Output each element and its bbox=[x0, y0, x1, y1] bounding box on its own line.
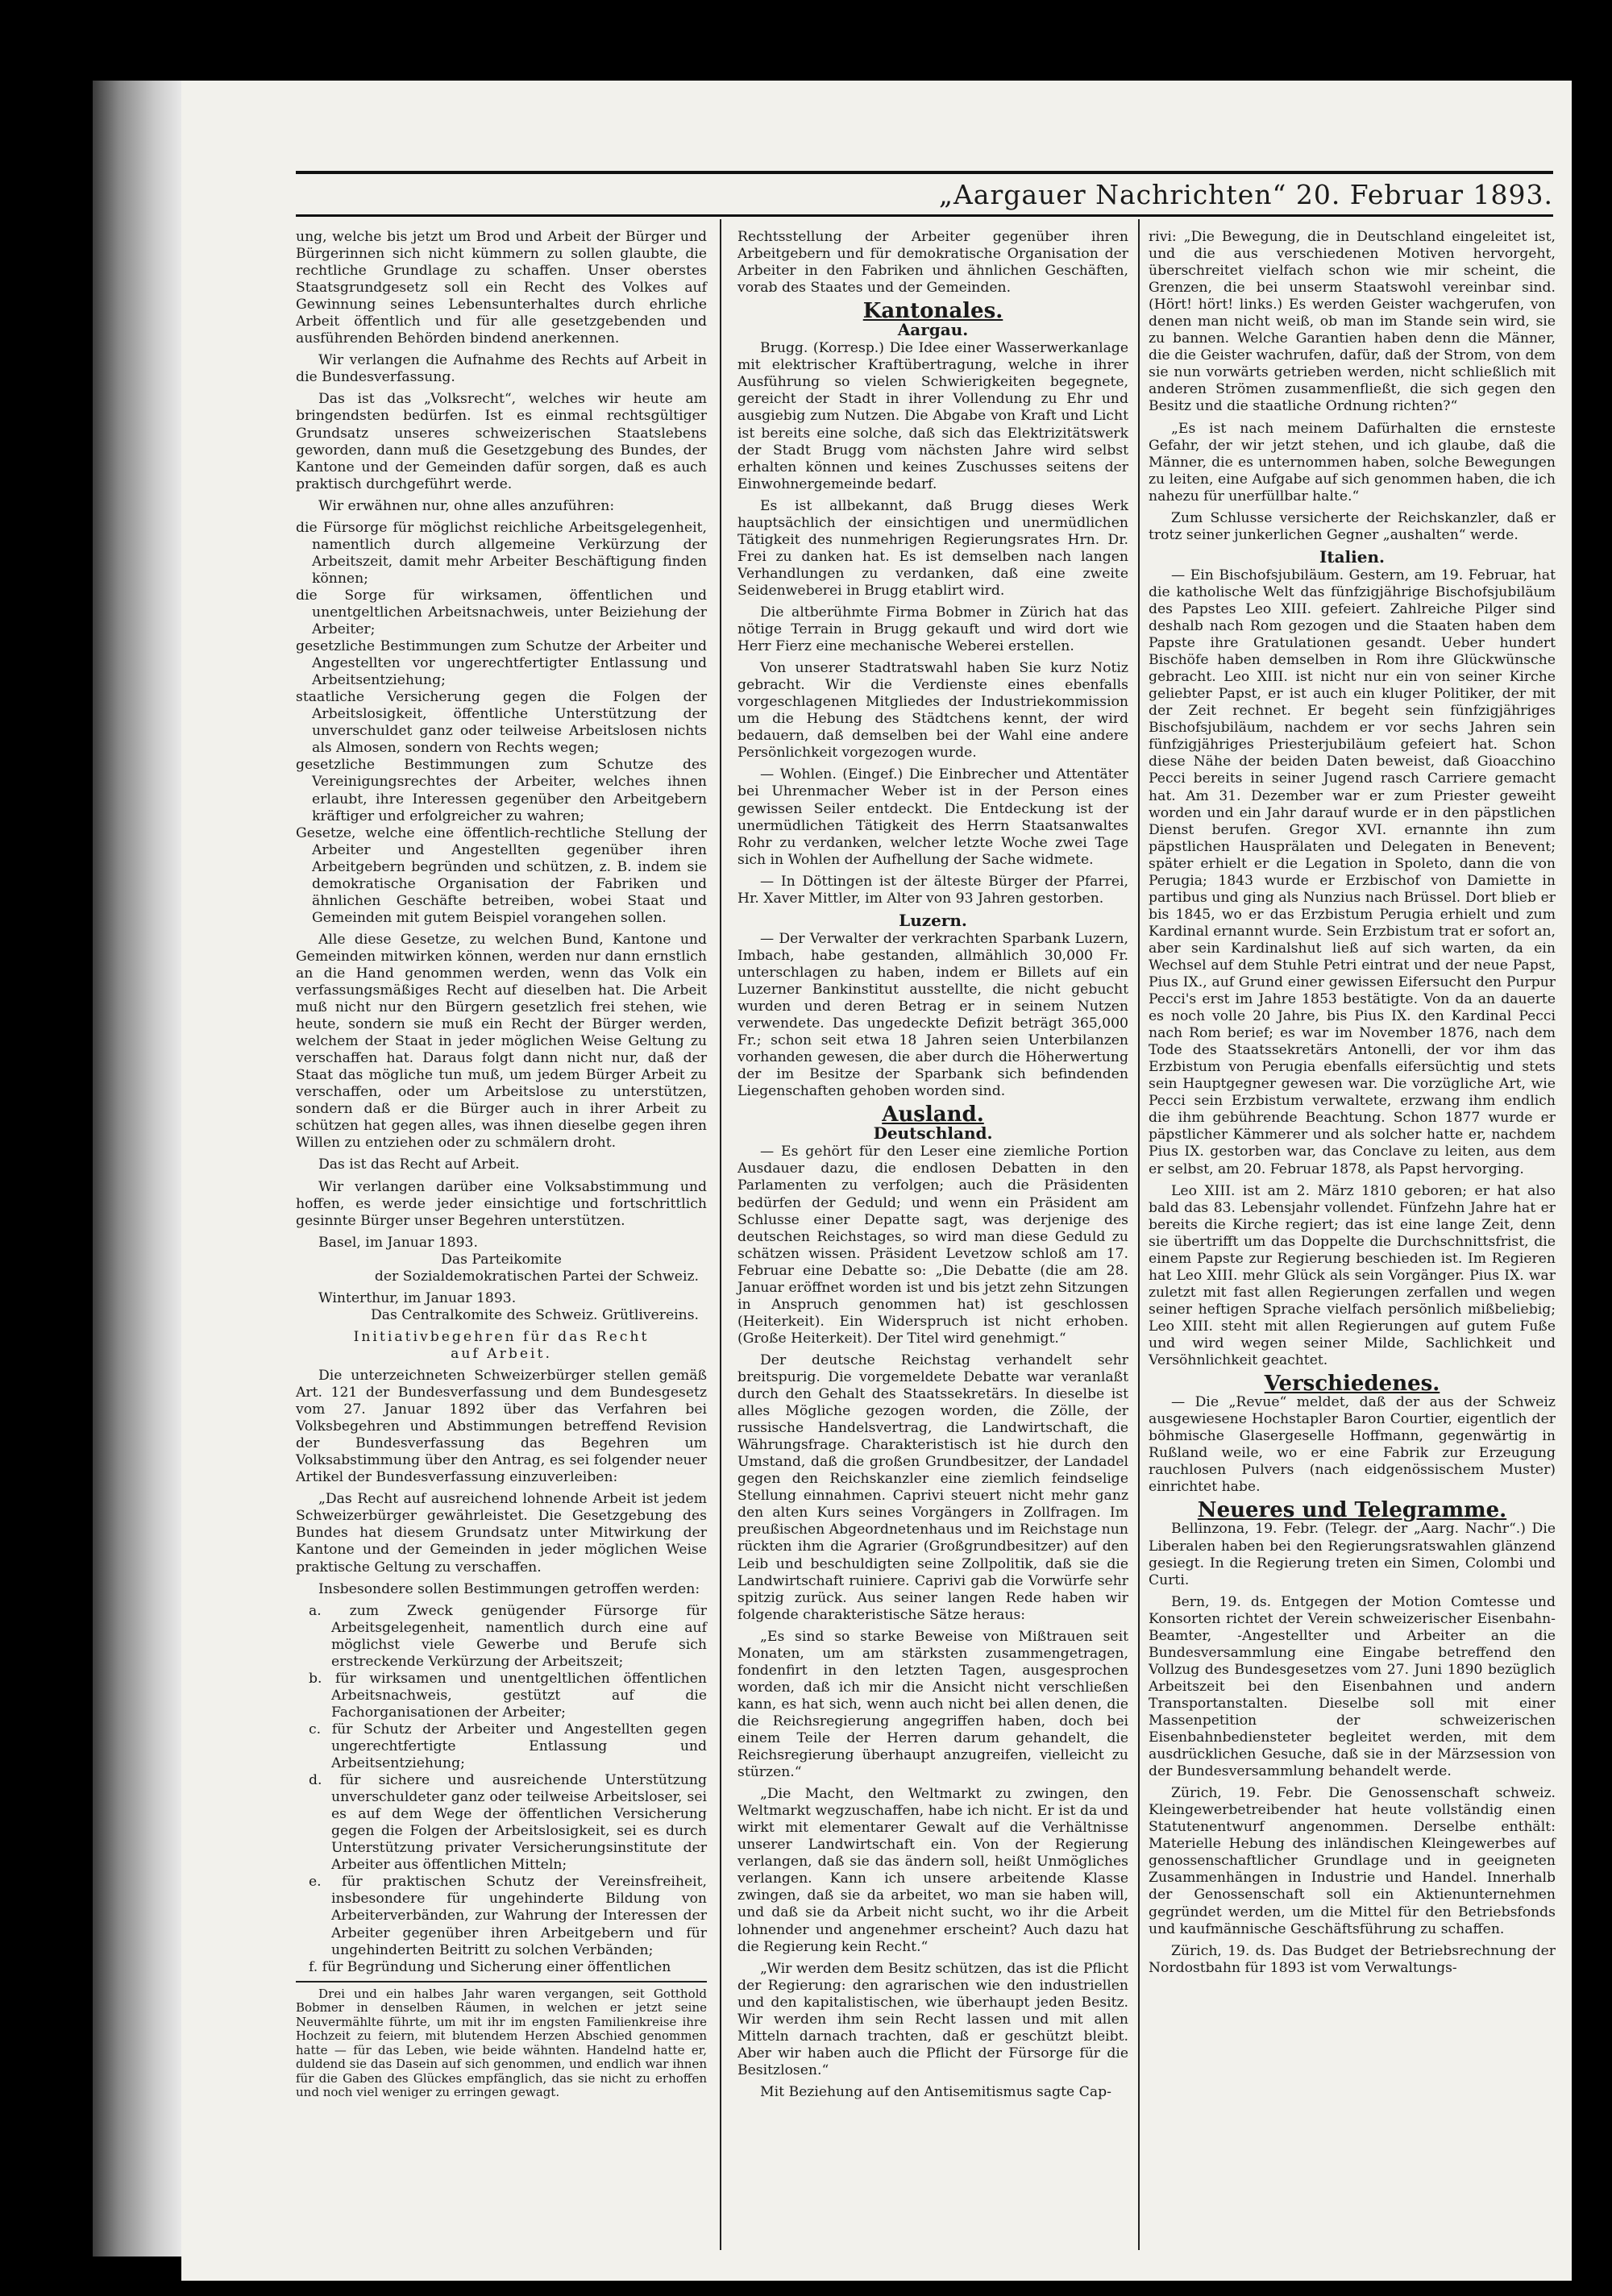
paragraph: Wir erwähnen nur, ohne alles anzuführen: bbox=[318, 497, 615, 514]
column-1 bbox=[296, 229, 707, 2100]
paragraph: — In Döttingen ist der älteste Bürger der Pfarrei, Hr. Xaver Mittler, im Alter von 93 Jahren gestorben. bbox=[737, 873, 1128, 907]
section-title: auf Arbeit. bbox=[451, 1345, 552, 1362]
paragraph: — Wohlen. (Eingef.) Die Einbrecher und Attentäter bei Uhrenmacher Weber ist in der Person eines gewissen Seiler entdeckt. Die Entdeckung ist der unermüdlichen Tätigkeit des Herrn Staatsanwaltes Rohr zu verdanken, welcher letzte Woche zwei Tage sich in Wohlen der Aufhellung der Sache widmete. bbox=[737, 766, 1128, 868]
paragraph: Bern, 19. ds. Entgegen der Motion Comtesse und Konsorten richtet der Verein schweizerischer Eisenbahn-Beamter, -Angestellter und Arbeiter an die Bundesversammlung eine Eingabe betreffend den Vollzug des Bundesgesetzes vom 27. Juni 1890 bezüglich Arbeitszeit bei den Eisenbahnen und andern Transportanstalten. Dieselbe soll mit einer Massenpetition der schweizerischen Eisenbahnbediensteter begleitet werden, mit dem ausdrücklichen Gesuche, daß sie in der Märzsession von der Bundesversammlung behandelt werde. bbox=[1149, 1593, 1556, 1780]
feuilleton-footer: Drei und ein halbes Jahr waren vergangen, seit Gotthold Bobmer in denselben Räumen, in welchen er jetzt seine Neuvermählte führte, um mit ihr im engsten Familienkreise ihre Hochzeit zu feiern, mit blutendem Herzen Abschied genommen hatte — für das Leben, wie beide wähnten. Handelnd hatte er, duldend sie das Dasein auf sich genommen, und endlich war ihnen für die Gaben des Glückes empfänglich, das sie nicht zu erhoffen und noch viel weniger zu erringen gewagt. bbox=[296, 1981, 707, 2100]
column-3 bbox=[1149, 229, 1556, 1982]
paragraph: „Die Macht, den Weltmarkt zu zwingen, den Weltmarkt wegzuschaffen, habe ich nicht. Er ist da und wirkt mit elementarer Gewalt auf die Verhältnisse unserer Landwirtschaft ein. Von der Regierung verlangen, daß sie das ändern soll, heißt Unmögliches verlangen. Kann ich unsere arbeitende Klasse zwingen, daß sie da arbeitet, wo man sie haben will, und daß sie da Arbeit nicht sucht, wo ihr die Arbeit lohnender und angenehmer erscheint? Auch dazu hat die Regierung kein Recht.“ bbox=[737, 1786, 1128, 1955]
book-spine-edge bbox=[93, 81, 181, 2257]
subsection-heading: Aargau. bbox=[897, 320, 969, 340]
paragraph: Die unterzeichneten Schweizerbürger stellen gemäß Art. 121 der Bundesverfassung und dem Bundesgesetz vom 27. Januar 1892 über das Verfahren bei Volksbegehren und Abstimmungen betreffend Revision der Bundesverfassung das Begehren um Volksabstimmung über den Antrag, es sei folgender neuer Artikel der Bundesverfassung einzuverleiben: bbox=[296, 1368, 707, 1486]
paragraph: — Ein Bischofsjubiläum. Gestern, am 19. Februar, hat die katholische Welt das fünfzigjährige Bischofsjubiläum des Papstes Leo XIII. gefeiert. Zahlreiche Pilger sind deshalb nach Rom gezogen und die Staaten haben dem Papste ihre Gratulationen gesandt. Ueber hundert Bischöfe haben demselben in Rom ihre Glückwünsche gebracht. Leo XIII. ist nicht nur ein von seiner Kirche geliebter Papst, er ist auch ein kluger Politiker, der mit der Zeit rechnet. Er begeht sein fünfzigjähriges Bischofsjubiläum, nachdem er vor sechs Jahren sein fünfzigjähriges Priesterjubiläum gefeiert hat. Schon diese Nähe der beiden Daten beweist, daß Gioacchino Pecci bereits in seiner Jugend rasch Carriere gemacht hat. Am 31. Dezember war er zum Priester geweiht worden und ein Jahr darauf wurde er in den päpstlichen Dienst berufen. Gregor XVI. ernannte ihn zum päpstlichen Hausprälaten und Delegaten in Benevent; später erhielt er die Legation in Spoleto, dann die von Perugia; 1843 wurde er Erzbischof von Damiette in partibus und ging als Nunzius nach Brüssel. Dort blieb er bis 1845, wo er das Erzbistum Perugia erhielt und zum Kardinal ernannt wurde. Sein Erzbistum trat er sofort an, aber sein Kardinalshut ließ auf sich warten, da ein Wechsel auf dem Stuhle Petri eintrat und der neue Papst, Pius IX., auf Grund einer gewissen Eifersucht den Purpur Pecci's erst im Jahre 1853 bestätigte. Von da an dauerte es noch volle 20 Jahre, bis Pius IX. den Kardinal Pecci nach Rom berief; es war im November 1876, nach dem Tode des Staatssekretärs Antonelli, der vor ihm das Erzbistum von Perugia ebenfalls eifersüchtig und stets sein Hauptgegner gewesen war. Die vorzügliche Art, wie Pecci sein Erzbistum verwaltete, erzwang ihm endlich die ihm gebührende Beachtung. Schon 1877 wurde er päpstlicher Kämmerer und als solcher hatte er, nachdem Pius IX. gestorben war, das Conclave zu leiten, aus dem er selbst, am 20. Februar 1878, als Papst hervorging. bbox=[1149, 567, 1556, 1177]
list-item: staatliche Versicherung gegen die Folgen der Arbeitslosigkeit, öffentliche Unterstützung der unverschuldet ganz oder teilweise Arbeitslosen nichts als Almosen, sondern von Rechts wegen; bbox=[296, 689, 707, 757]
column-divider bbox=[720, 219, 721, 2250]
paragraph: Brugg. (Korresp.) Die Idee einer Wasserwerkanlage mit elektrischer Kraftübertragung, welche in ihrer Ausführung so vielen Schwierigkeiten begegnete, gereicht der Stadt in ihrer Vollendung zu Ehr und ausgiebig zum Nutzen. Die Abgabe von Kraft und Licht ist bereits eine solche, daß sich das Elektrizitätswerk der Stadt Brugg vom nächsten Jahre wird selbst erhalten können und keines Zuschusses seitens der Einwohnergemeinde bedarf. bbox=[737, 340, 1128, 492]
paragraph: Zürich, 19. Febr. Die Genossenschaft schweiz. Kleingewerbetreibender hat heute vollständig einen Statutenentwurf angenommen. Derselbe enthält: Materielle Hebung des inländischen Kleingewerbes auf genossenschaftlicher Grundlage und in geeigneten Zusammenhängen in Industrie und Handel. Innerhalb der Genossenschaft soll ein Aktienunternehmen gegründet werden, um die Mittel für den Betriebsfonds und kaufmännische Geschäftsführung zu schaffen. bbox=[1149, 1785, 1556, 1937]
list-item: c. für Schutz der Arbeiter und Angestellten gegen ungerechtfertigte Entlassung und Arbeitsentziehung; bbox=[309, 1721, 707, 1772]
subsection-heading: Luzern. bbox=[899, 910, 967, 930]
paragraph: Insbesondere sollen Bestimmungen getroffen werden: bbox=[318, 1580, 700, 1597]
section-heading: Neueres und Telegramme. bbox=[1197, 1498, 1507, 1523]
paragraph: Es ist allbekannt, daß Brugg dieses Werk hauptsächlich der einsichtigen und unermüdlichen Tätigkeit des nunmehrigen Regierungsrates Hrn. Dr. Frei zu danken hat. Es ist demselben nach langen Verhandlungen zu verdanken, daß eine zweite Seidenweberei in Brugg etablirt wird. bbox=[737, 497, 1128, 599]
paragraph: Zum Schlusse versicherte der Reichskanzler, daß er trotz seiner junkerlichen Gegner „aushalten“ werde. bbox=[1149, 509, 1556, 543]
paragraph: Leo XIII. ist am 2. März 1810 geboren; er hat also bald das 83. Lebensjahr vollendet. Fünfzehn Jahre hat er bereits die Kirche regiert; das ist eine lange Zeit, denn sie übertrifft um das Doppelte die Durchschnittsfrist, die einem Papste zur Regierung beschieden ist. Im Regieren hat Leo XIII. mehr Glück als sein Vorgänger. Pius IX. war zuletzt mit fast allen Regierungen zerfallen und wegen seiner heftigen Sprache vielfach persönlich mißbeliebig; Leo XIII. steht mit allen Regierungen auf gutem Fuße und wird wegen seiner Milde, Sachlichkeit und Versöhnlichkeit geachtet. bbox=[1149, 1182, 1556, 1369]
paragraph: rivi: „Die Bewegung, die in Deutschland eingeleitet ist, und die aus verschiedenen Motiven hervorgeht, überschreitet vielfach schon wie mir scheint, die Grenzen, die bei unserm Staatswohl vereinbar sind. (Hört! hört! links.) Es werden Geister wachgerufen, von denen man nicht weiß, ob man im Stande sein wird, sie zu bannen. Welche Garantien haben denn die Männer, die die Geister wachrufen, dafür, daß der Strom, von dem sie nun vorwärts getrieben werden, nicht schließlich mit anderen Strömen zusammenfließt, die sich gegen den Besitz und die staatliche Ordnung richten?“ bbox=[1149, 229, 1556, 415]
paragraph: — Es gehört für den Leser eine ziemliche Portion Ausdauer dazu, die endlosen Debatten in den Parlamenten zu verfolgen; auch die Präsidenten bedürfen der Geduld; und wenn ein Präsident am Schlusse einer Depatte sagt, was derjenige des deutschen Reichstages, so wird man diese Geduld zu schätzen wissen. Präsident Levetzow schloß am 17. Februar eine Debatte so: „Die Debatte (die am 28. Januar eröffnet worden ist und bis jetzt zehn Sitzungen in Anspruch genommen hat) ist geschlossen (Heiterkeit). Ein Widerspruch ist nicht erhoben. (Große Heiterkeit). Der Titel wird genehmigt.“ bbox=[737, 1144, 1128, 1347]
list-item: a. zum Zweck genügender Fürsorge für Arbeitsgelegenheit, namentlich durch eine auf möglichst viele Gewerbe und Berufe sich erstreckende Verkürzung der Arbeitszeit; bbox=[309, 1602, 707, 1670]
paragraph: — Die „Revue“ meldet, daß der aus der Schweiz ausgewiesene Hochstapler Baron Courtier, eigentlich der böhmische Glasergeselle Hoffmann, gegenwärtig in Rußland weile, wo er eine Fabrik zur Erzeugung rauchlosen Pulvers (nach eidgenössischem Muster) einrichtet habe. bbox=[1149, 1394, 1556, 1496]
paragraph: Der deutsche Reichstag verhandelt sehr breitspurig. Die vorgemeldete Debatte war veranlaßt durch den Gehalt des Staatssekretärs. In dieselbe ist alles Mögliche gezogen worden, die Zölle, der russische Handelsvertrag, die Landwirtschaft, die Währungsfrage. Charakteristisch ist hie durch den Umstand, daß die großen Grundbesitzer, der Landadel gegen den Reichskanzler eine ziemlich feindselige Stellung einnahmen. Caprivi steuert nicht mehr ganz den alten Kurs seines Vorgängers in Zollfragen. Im preußischen Abgeordnetenhaus und im Reichstage nun rückten ihm die Agrarier (Großgrundbesitzer) auf den Leib und beschuldigten seine Zollpolitik, daß sie die Landwirtschaft ruiniere. Caprivi gab die Vorwürfe sehr spitzig zurück. Aus seiner langen Rede haben wir folgende charakteristische Sätze heraus: bbox=[737, 1351, 1128, 1623]
paragraph: „Das Recht auf ausreichend lohnende Arbeit ist jedem Schweizerbürger gewährleistet. Die Gesetzgebung des Bundes hat diesem Grundsatz unter Mitwirkung der Kantone und der Gemeinden in jeder möglichen Weise praktische Geltung zu verschaffen. bbox=[296, 1491, 707, 1576]
paragraph: Wir verlangen die Aufnahme des Rechts auf Arbeit in die Bundesverfassung. bbox=[296, 352, 707, 386]
signature-party: der Sozialdemokratischen Partei der Schweiz. bbox=[374, 1268, 699, 1285]
paragraph: Bellinzona, 19. Febr. (Telegr. der „Aarg. Nachr“.) Die Liberalen haben bei den Regierungsratswahlen glänzend gesiegt. In die Regierung treten ein Simen, Colombi und Curti. bbox=[1149, 1521, 1556, 1588]
section-heading: Kantonales. bbox=[862, 299, 1003, 324]
column-2 bbox=[737, 229, 1128, 2106]
paragraph: Wir verlangen darüber eine Volksabstimmung und hoffen, es werde jeder einsichtige und fortschrittlich gesinnte Bürger unser Begehren unterstützen. bbox=[296, 1178, 707, 1229]
masthead-rule bbox=[296, 214, 1553, 217]
paragraph: — Der Verwalter der verkrachten Sparbank Luzern, Imbach, habe gestanden, allmählich 30,000 Fr. unterschlagen zu haben, indem er Billets auf ein Luzerner Bankinstitut ausstellte, die nicht gebucht wurden und deren Betrag er in seinem Nutzen verwendete. Das ungedeckte Defizit beträgt 365,000 Fr.; schon seit etwa 18 Jahren seien Unterbilanzen vorhanden gewesen, die aber durch die Höherwertung der im Besitze der Sparbank sich befindenden Liegenschaften gehoben worden sind. bbox=[737, 930, 1128, 1100]
paragraph: Das ist das Recht auf Arbeit. bbox=[318, 1156, 520, 1173]
list-item: e. für praktischen Schutz der Vereinsfreiheit, insbesondere für ungehinderte Bildung von Arbeiterverbänden, zur Wahrung der Interessen der Arbeiter gegenüber ihren Arbeitgebern und für ungehinderten Beitritt zu solchen Verbänden; bbox=[309, 1874, 707, 1958]
newspaper-page bbox=[181, 81, 1572, 2281]
subsection-heading: Deutschland. bbox=[873, 1123, 993, 1144]
provisions-list bbox=[296, 1603, 707, 1976]
paragraph: Rechtsstellung der Arbeiter gegenüber ihren Arbeitgebern und für demokratische Organisation der Arbeiter in den Fabriken und ähnlichen Geschäften, vorab des Staates und der Gemeinden. bbox=[737, 229, 1128, 297]
masthead-title: „Aargauer Nachrichten“ 20. Februar 1893. bbox=[938, 179, 1553, 210]
list-item: gesetzliche Bestimmungen zum Schutze der Arbeiter und Angestellten vor ungerechtfertigter Entlassung und Arbeitsentziehung; bbox=[296, 638, 707, 689]
paragraph: ung, welche bis jetzt um Brod und Arbeit der Bürger und Bürgerinnen sich nicht kümmern zu sollen glaubte, die rechtliche Grundlage zu schaffen. Unser oberstes Staatsgrundgesetz soll ein Recht des Volkes auf Gewinnung seines Lebensunterhaltes durch ehrliche Arbeit öffentlich und für alle gesetzgebenden und ausführenden Behörden bindend anerkennen. bbox=[296, 229, 707, 347]
paragraph: Das ist das „Volksrecht“, welches wir heute am bringendsten bedürfen. Ist es einmal rechtsgültiger Grundsatz unseres schweizerischen Staatslebens geworden, dann muß die Gesetzgebung des Bundes, der Kantone und der Gemeinden dafür sorgen, daß es auch praktisch durchgeführt werde. bbox=[296, 391, 707, 492]
list-item: b. für wirksamen und unentgeltlichen öffentlichen Arbeitsnachweis, gestützt auf die Fachorganisationen der Arbeiter; bbox=[309, 1670, 707, 1721]
top-rule bbox=[296, 171, 1553, 174]
list-item: f. für Begründung und Sicherung einer öffentlichen bbox=[309, 1958, 671, 1975]
paragraph: Mit Beziehung auf den Antisemitismus sagte Cap- bbox=[760, 2083, 1111, 2100]
column-divider bbox=[1138, 219, 1140, 2250]
signature-committee: Das Centralkomite des Schweiz. Grütlivereins. bbox=[371, 1306, 699, 1323]
paragraph: „Es ist nach meinem Dafürhalten die ernsteste Gefahr, der wir jetzt stehen, und ich glaube, daß die Männer, die es unternommen haben, solche Bewegungen zu leiten, eine Aufgabe auf sich genommen haben, die ich nahezu für unerfüllbar halte.“ bbox=[1149, 420, 1556, 504]
paragraph: „Es sind so starke Beweise von Mißtrauen seit Monaten, um am stärksten zusammengetragen, fondenfirt in den letzten Tagen, ausgesprochen worden, daß ich mir die Ansicht nicht verschließen kann, es hat sich, wenn auch nicht bei allen denen, die die Reichsregierung angegriffen haben, doch bei einem Teile der Herren darum gehandelt, die Reichsregierung überhaupt anzugreifen, vielleicht zu stürzen.“ bbox=[737, 1628, 1128, 1781]
paragraph: Von unserer Stadtratswahl haben Sie kurz Notiz gebracht. Wir die Verdienste eines ebenfalls vorgeschlagenen Mitgliedes der Industriekommission um die Hebung des Städtchens kennt, der wird bedauern, daß demselben bei der Wahl eine andere Persönlichkeit vorgezogen wurde. bbox=[737, 660, 1128, 762]
signature-place-date: Winterthur, im Januar 1893. bbox=[318, 1289, 517, 1306]
list-item: Gesetze, welche eine öffentlich-rechtliche Stellung der Arbeiter und Angestellten gegenüber ihren Arbeitgebern begründen und schützen, z. B. indem sie demokratische Organisation der Fabriken und ähnlichen Geschäfte betreiben, wobei Staat und Gemeinden mit gutem Beispiel vorangehen sollen. bbox=[296, 824, 707, 926]
subsection-heading: Italien. bbox=[1319, 546, 1385, 567]
section-heading: Ausland. bbox=[882, 1102, 984, 1127]
list-item: die Fürsorge für möglichst reichliche Arbeitsgelegenheit, namentlich durch allgemeine Verkürzung der Arbeitszeit, damit mehr Arbeiter Beschäftigung finden können; bbox=[296, 519, 707, 587]
list-item: d. für sichere und ausreichende Unterstützung unverschuldeter ganz oder teilweise Arbeitsloser, sei es auf dem Wege der öffentlichen Versicherung gegen die Folgen der Arbeitslosigkeit, sei es durch Unterstützung privater Versicherungsinstitute der Arbeiter aus öffentlichen Mitteln; bbox=[309, 1772, 707, 1874]
section-title: Initiativbegehren für das Recht bbox=[353, 1328, 650, 1345]
demands-list bbox=[296, 520, 707, 927]
paragraph: Alle diese Gesetze, zu welchen Bund, Kantone und Gemeinden mitwirken können, werden nur dann ernstlich an die Hand genommen werden, wenn das Volk ein verfassungsmäßiges Recht auf dieselben hat. Die Arbeit muß nicht nur den Bürgern gesetzlich frei stehen, wie heute, sondern sie muß ein Recht der Bürger werden, welchem der Staat in jeder möglichen Weise Geltung zu verschaffen hat. Daraus folgt dann nicht nur, daß der Staat das mögliche tun muß, um jedem Bürger Arbeit zu verschaffen, oder um Arbeitslose zu unterstützen, sondern daß er die Bürger auch in ihrer Arbeit zu schützen hat gegen alles, was ihnen dieselbe gegen ihren Willen zu entziehen oder zu schmälern droht. bbox=[296, 931, 707, 1152]
list-item: die Sorge für wirksamen, öffentlichen und unentgeltlichen Arbeitsnachweis, unter Beiziehung der Arbeiter; bbox=[296, 587, 707, 638]
signature-committee: Das Parteikomite bbox=[441, 1251, 562, 1268]
list-item: gesetzliche Bestimmungen zum Schutze des Vereinigungsrechtes der Arbeiter, welches ihnen erlaubt, ihre Interessen gegenüber den Arbeitgebern kräftiger und erfolgreicher zu wahren; bbox=[296, 757, 707, 824]
paragraph: Zürich, 19. ds. Das Budget der Betriebsrechnung der Nordostbahn für 1893 ist vom Verwaltungs- bbox=[1149, 1942, 1556, 1976]
section-heading: Verschiedenes. bbox=[1264, 1372, 1440, 1397]
paragraph: Die altberühmte Firma Bobmer in Zürich hat das nötige Terrain in Brugg gekauft und wird dort wie Herr Fierz eine mechanische Weberei erstellen. bbox=[737, 604, 1128, 655]
signature-place-date: Basel, im Januar 1893. bbox=[318, 1234, 478, 1251]
paragraph: „Wir werden dem Besitz schützen, das ist die Pflicht der Regierung: den agrarischen wie den industriellen und den kapitalistischen, wie überhaupt jeden Besitz. Wir werden ihm sein Recht lassen und mit allen Mitteln darnach trachten, daß er geschützt bleibt. Aber wir haben auch die Pflicht der Fürsorge für die Besitzlosen.“ bbox=[737, 1960, 1128, 2078]
